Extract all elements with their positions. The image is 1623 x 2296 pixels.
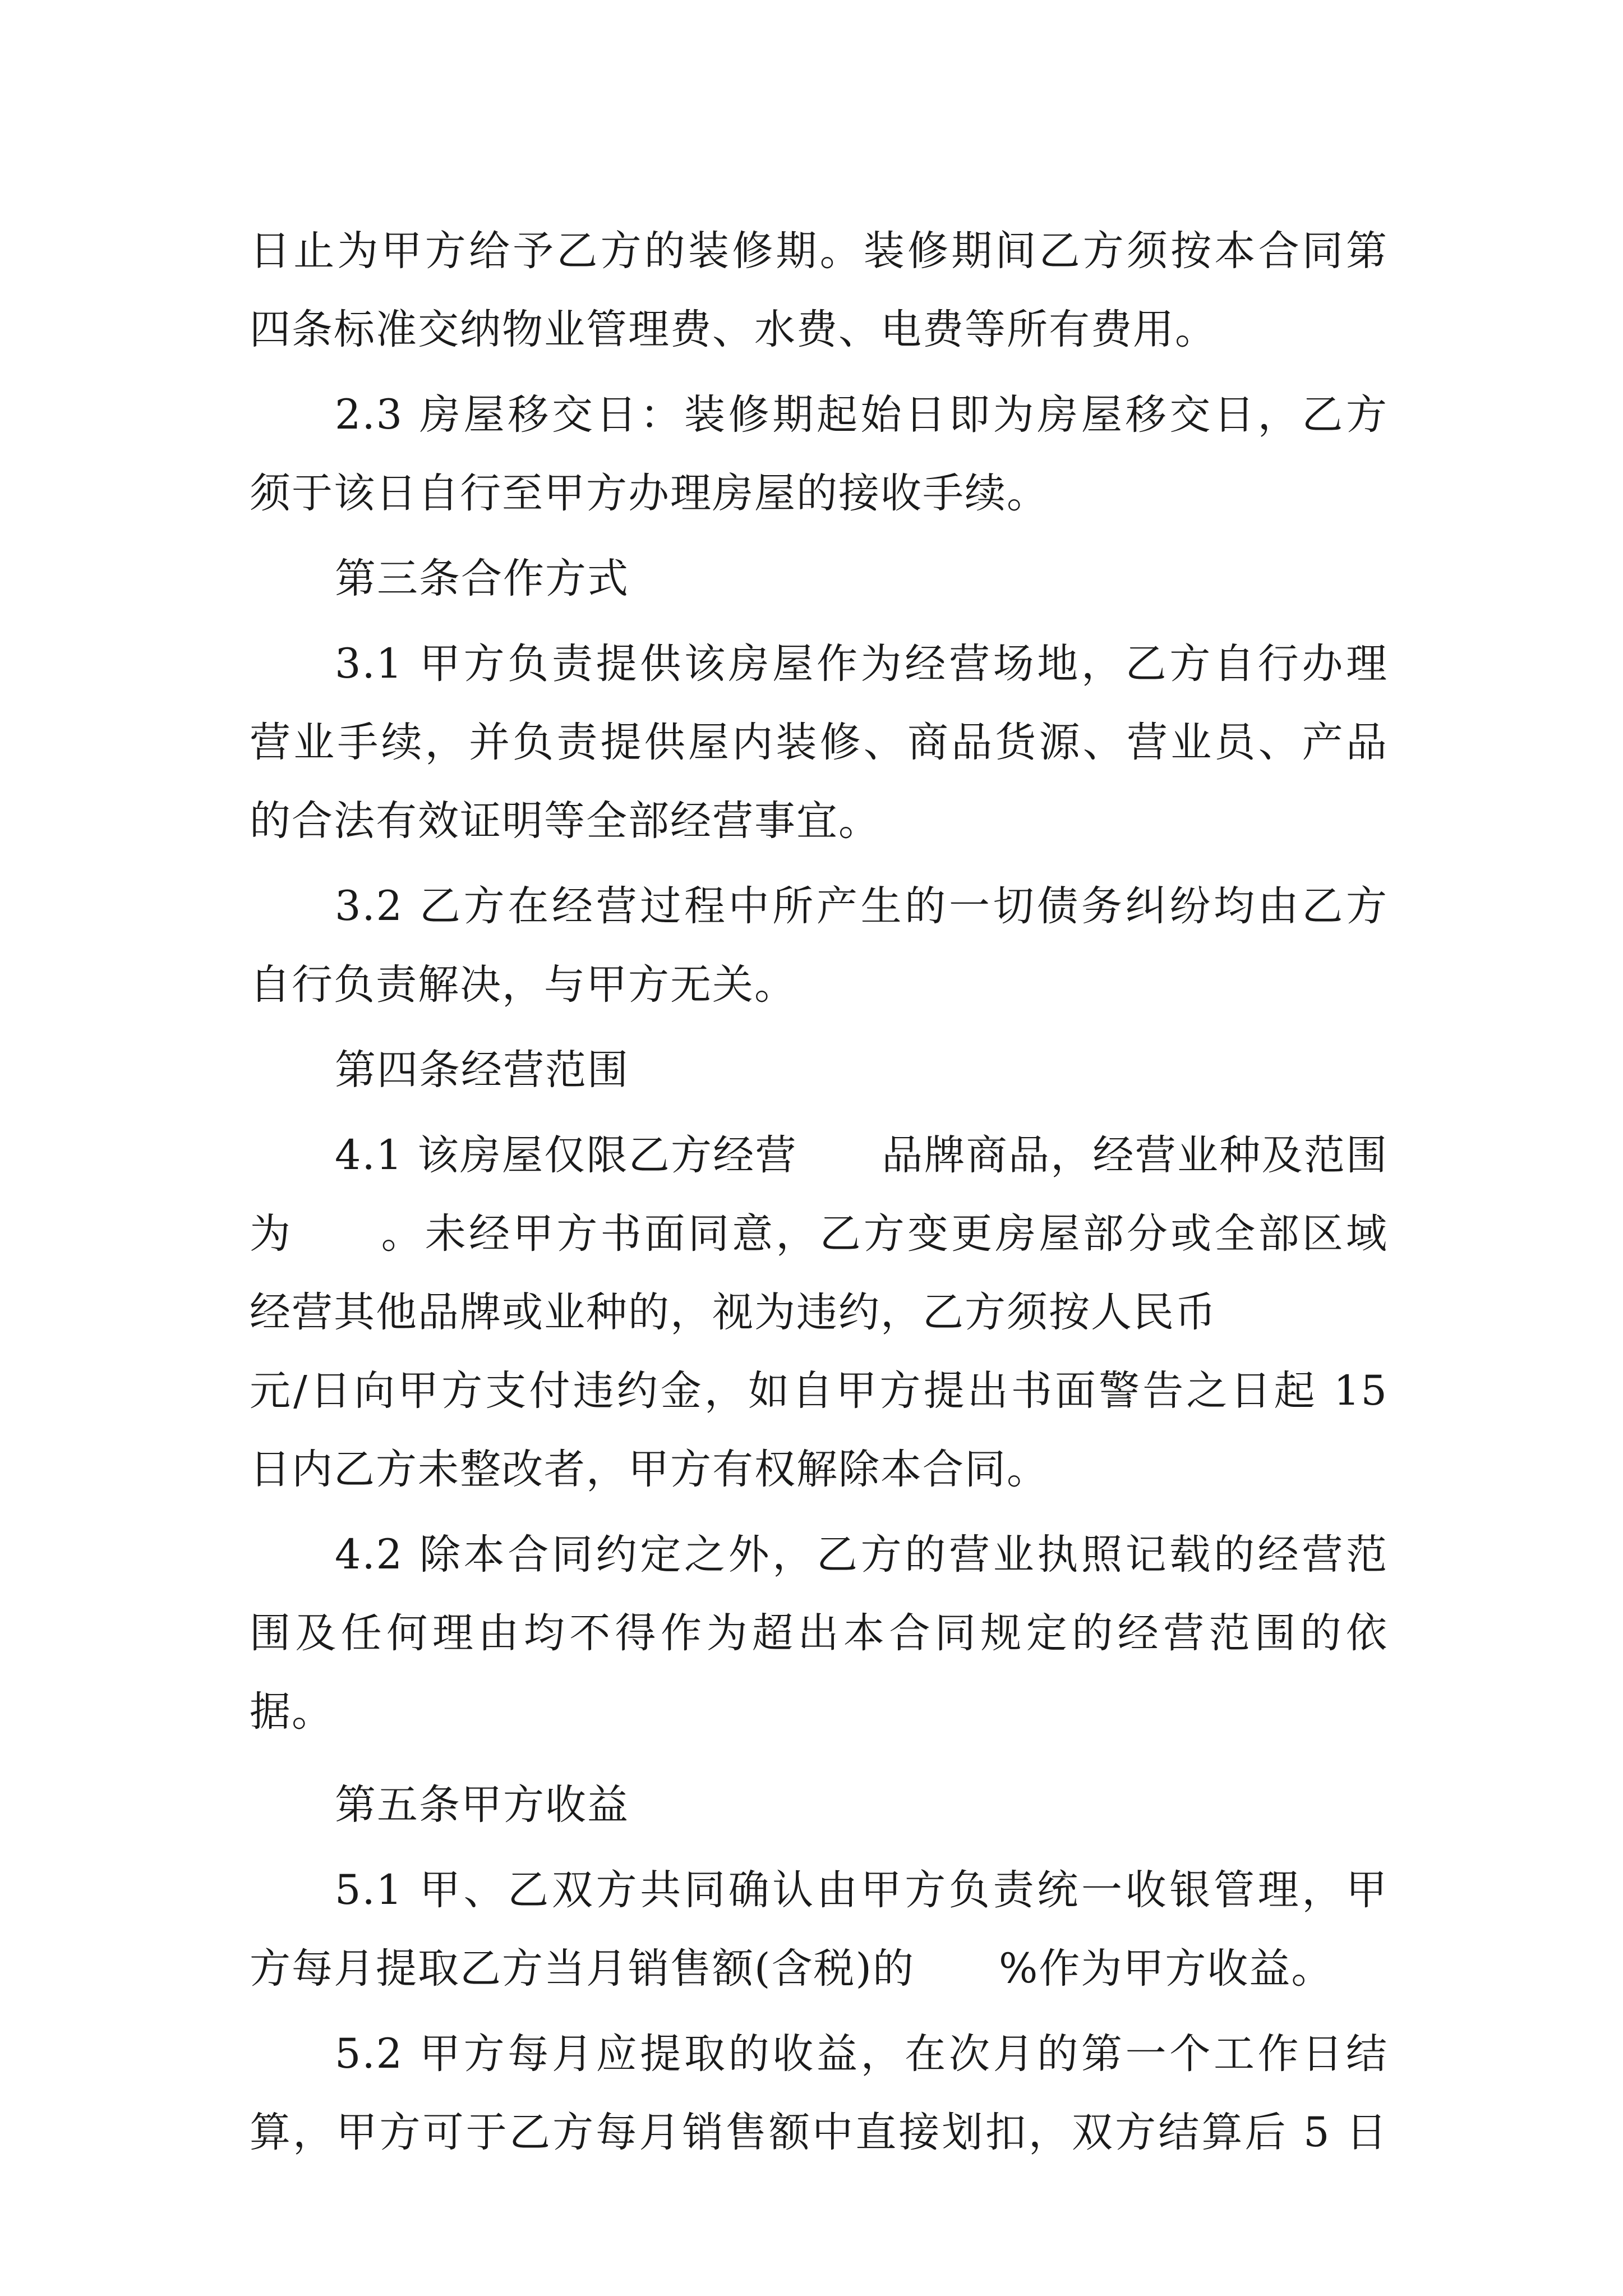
clause-3-1: 3.1 甲方负责提供该房屋作为经营场地，乙方自行办理 — [335, 640, 1388, 688]
clause-4-2: 4.2 除本合同约定之外，乙方的营业执照记载的经营范 — [335, 1531, 1388, 1579]
clause-4-1: 4.1 该房屋仅限乙方经营 品牌商品，经营业种及范围 — [335, 1131, 1388, 1179]
text-line: 四条标准交纳物业管理费、水费、电费等所有费用。 — [250, 306, 1217, 353]
text-line: 营业手续，并负责提供屋内装修、商品货源、营业员、产品 — [250, 719, 1388, 766]
text-line: 方每月提取乙方当月销售额(含税)的 %作为甲方收益。 — [250, 1945, 1334, 1993]
article-5-heading: 第五条甲方收益 — [335, 1781, 629, 1829]
text-line: 的合法有效证明等全部经营事宜。 — [250, 797, 880, 845]
text-line: 元/日向甲方支付违约金，如自甲方提出书面警告之日起 15 — [250, 1367, 1388, 1415]
text-line: 日止为甲方给予乙方的装修期。装修期间乙方须按本合同第 — [250, 227, 1388, 275]
text-line: 日内乙方未整改者，甲方有权解除本合同。 — [250, 1446, 1049, 1493]
clause-5-1: 5.1 甲、乙双方共同确认由甲方负责统一收银管理，甲 — [335, 1866, 1388, 1914]
text-line: 为 。未经甲方书面同意，乙方变更房屋部分或全部区域 — [250, 1210, 1388, 1258]
clause-2-3: 2.3 房屋移交日：装修期起始日即为房屋移交日，乙方 — [335, 391, 1388, 439]
text-line: 围及任何理由均不得作为超出本合同规定的经营范围的依 — [250, 1609, 1388, 1657]
article-4-heading: 第四条经营范围 — [335, 1046, 629, 1094]
article-3-heading: 第三条合作方式 — [335, 555, 629, 602]
clause-5-2: 5.2 甲方每月应提取的收益，在次月的第一个工作日结 — [335, 2030, 1388, 2078]
text-line: 算，甲方可于乙方每月销售额中直接划扣，双方结算后 5 日 — [250, 2109, 1388, 2156]
text-line: 经营其他品牌或业种的，视为违约，乙方须按人民币 — [250, 1289, 1217, 1336]
text-line: 自行负责解决，与甲方无关。 — [250, 961, 796, 1009]
text-line: 据。 — [250, 1688, 334, 1736]
text-line: 须于该日自行至甲方办理房屋的接收手续。 — [250, 470, 1049, 517]
document-body — [250, 212, 1388, 2172]
clause-3-2: 3.2 乙方在经营过程中所产生的一切债务纠纷均由乙方 — [335, 882, 1388, 930]
